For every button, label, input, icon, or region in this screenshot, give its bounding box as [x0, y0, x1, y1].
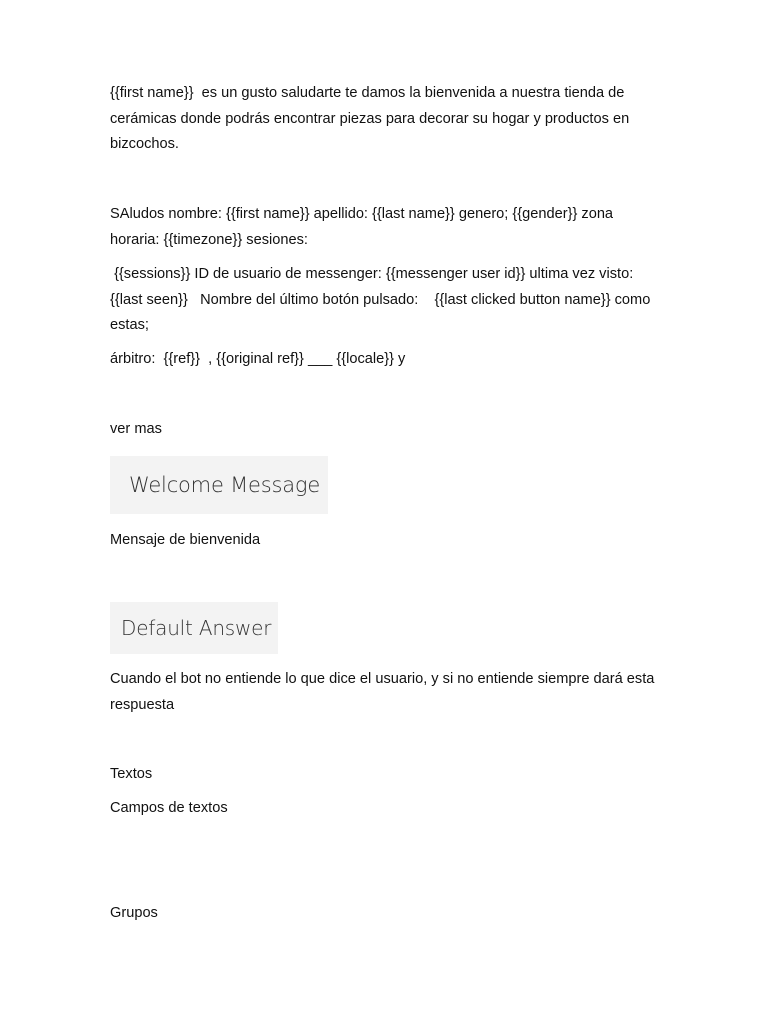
- intro-paragraph: {{first name}} es un gusto saludarte te damos la bienvenida a nuestra tienda de cerámicas donde podrás encontrar piezas para decorar su hogar y productos en bizcochos.: [110, 85, 634, 152]
- greeting-paragraph: SAludos nombre: {{first name}} apellido: {{last name}} genero; {{gender}} zona horaria: {{timezone}} sesiones:: [110, 206, 618, 248]
- sessions-paragraph: {{sessions}} ID de usuario de messenger: {{messenger user id}} ultima vez visto: {{last seen}} Nombre del último botón pulsado: {{last clicked button name}} como estas;: [110, 266, 655, 333]
- texts-heading: Textos: [110, 766, 153, 782]
- default-answer-image-label: Default Answer: [121, 616, 272, 640]
- groups-heading: Grupos: [110, 905, 158, 921]
- referee-paragraph: árbitro: {{ref}} , {{original ref}} ___ {{locale}} y: [110, 351, 406, 367]
- welcome-caption: Mensaje de bienvenida: [110, 532, 261, 548]
- text-fields-heading: Campos de textos: [110, 800, 228, 816]
- welcome-message-image: [110, 456, 328, 514]
- default-answer-image: [110, 602, 278, 654]
- welcome-message-image-label: Welcome Message: [129, 473, 321, 497]
- default-caption: Cuando el bot no entiende lo que dice el usuario, y si no entiende siempre dará esta respuesta: [110, 671, 659, 713]
- see-more-text: ver mas: [110, 421, 162, 437]
